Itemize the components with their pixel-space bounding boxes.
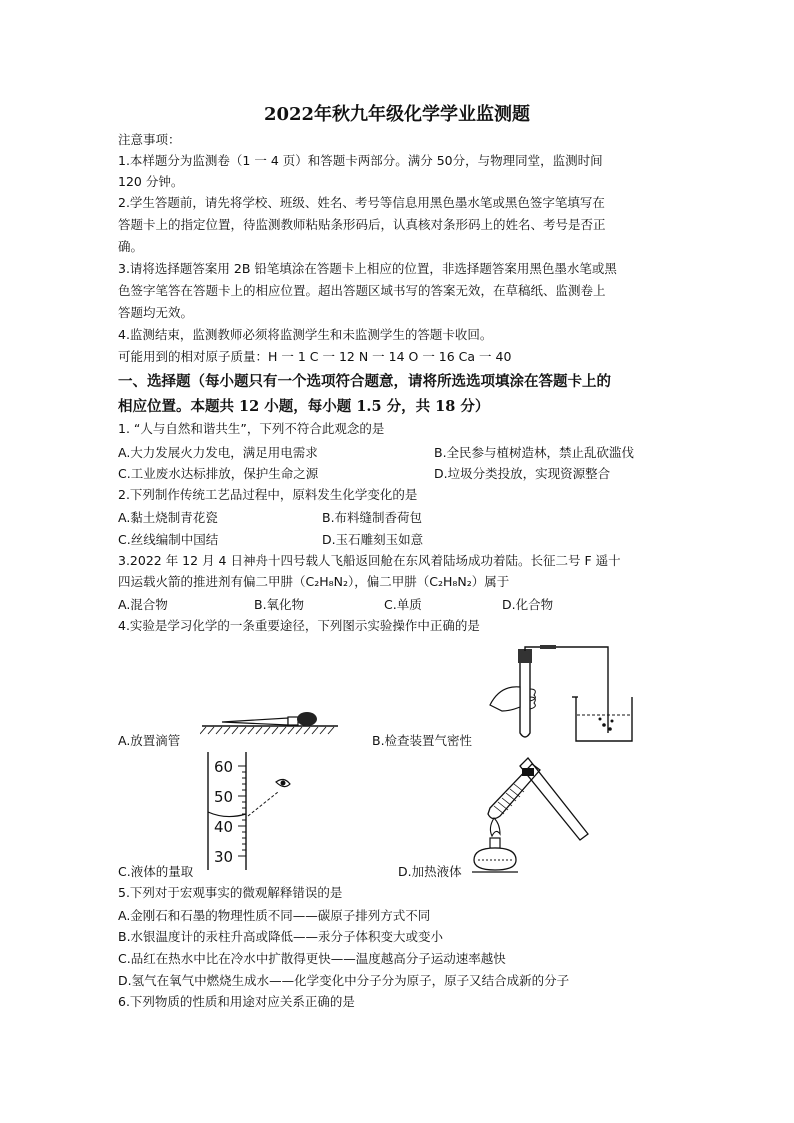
option-d: D.加热液体: [398, 864, 462, 879]
option-a: A.放置滴管: [118, 733, 181, 748]
atomic-mass-line: 可能用到的相对原子质量：H 一 1 C 一 12 N 一 14 O 一 16 Ca 一 40: [118, 349, 512, 364]
notice-line: 确。: [118, 239, 144, 254]
notice-line: 120 分钟。: [118, 174, 184, 189]
option-c: C.品红在热水中比在冷水中扩散得更快——温度越高分子运动速率越快: [118, 951, 506, 966]
option-a: A.混合物: [118, 597, 168, 612]
notice-line: 1.本样题分为监测卷（1 一 4 页）和答题卡两部分。满分 50分，与物理同堂，监测时间: [118, 153, 603, 168]
tick-label: 30: [214, 848, 234, 866]
dropper-on-table-figure: [200, 700, 340, 736]
option-b: B.全民参与植树造林，禁止乱砍滥伐: [434, 445, 635, 460]
option-b: B.检查装置气密性: [372, 733, 473, 748]
option-c: C.丝线编制中国结: [118, 532, 219, 547]
option-d: D.化合物: [502, 597, 554, 612]
notice-heading: 注意事项：: [118, 132, 181, 147]
question-stem: 1. “人与自然和谐共生”，下列不符合此观念的是: [118, 421, 385, 436]
heating-liquid-figure: [470, 756, 610, 880]
tick-label: 50: [214, 788, 234, 806]
tick-label: 40: [214, 818, 234, 836]
option-c: C.单质: [384, 597, 422, 612]
tick-label: 60: [214, 758, 234, 776]
page-title: 2022年秋九年级化学学业监测题: [263, 104, 531, 125]
notice-line: 4.监测结束，监测教师必须将监测学生和未监测学生的答题卡收回。: [118, 327, 493, 342]
question-stem: 4.实验是学习化学的一条重要途径，下列图示实验操作中正确的是: [118, 618, 480, 633]
question-stem: 6.下列物质的性质和用途对应关系正确的是: [118, 994, 355, 1009]
notice-line: 2.学生答题前，请先将学校、班级、姓名、考号等信息用黑色墨水笔或黑色签字笔填写在: [118, 195, 605, 210]
notice-line: 3.请将选择题答案用 2B 铅笔填涂在答题卡上相应的位置，非选择题答案用黑色墨水笔或黑: [118, 261, 617, 276]
option-d: D.氢气在氧气中燃烧生成水——化学变化中分子分为原子，原子又结合成新的分子: [118, 973, 570, 988]
section-heading: 相应位置。本题共 12 小题，每小题 1.5 分，共 18 分）: [118, 398, 490, 415]
question-stem: 5.下列对于宏观事实的微观解释错误的是: [118, 885, 343, 900]
question-stem: 3.2022 年 12 月 4 日神舟十四号载人飞船返回舱在东风着陆场成功着陆。长征二号 F 遥十: [118, 553, 621, 568]
option-d: D.玉石雕刻玉如意: [322, 532, 424, 547]
option-a: A.大力发展火力发电，满足用电需求: [118, 445, 318, 460]
question-stem: 四运载火箭的推进剂有偏二甲肼（C₂H₈N₂），偏二甲肼（C₂H₈N₂）属于: [118, 574, 510, 589]
option-b: B.水银温度计的汞柱升高或降低——汞分子体积变大或变小: [118, 929, 444, 944]
airtightness-check-figure: [480, 645, 640, 745]
option-b: B.布料缝制香荷包: [322, 510, 423, 525]
option-d: D.垃圾分类投放，实现资源整合: [434, 466, 611, 481]
notice-line: 色签字笔答在答题卡上的相应位置。超出答题区域书写的答案无效，在草稿纸、监测卷上: [118, 283, 606, 298]
option-c: C.液体的量取: [118, 864, 194, 879]
notice-line: 答题卡上的指定位置，待监测教师粘贴条形码后，认真核对条形码上的姓名、考号是否正: [118, 217, 606, 232]
option-a: A.金刚石和石墨的物理性质不同——碳原子排列方式不同: [118, 908, 431, 923]
option-b: B.氧化物: [254, 597, 305, 612]
question-stem: 2.下列制作传统工艺品过程中，原料发生化学变化的是: [118, 487, 418, 502]
option-c: C.工业废水达标排放，保护生命之源: [118, 466, 319, 481]
section-heading: 一、选择题（每小题只有一个选项符合题意，请将所选选项填涂在答题卡上的: [118, 373, 611, 390]
option-a: A.黏土烧制青花瓷: [118, 510, 218, 525]
notice-line: 答题均无效。: [118, 305, 194, 320]
